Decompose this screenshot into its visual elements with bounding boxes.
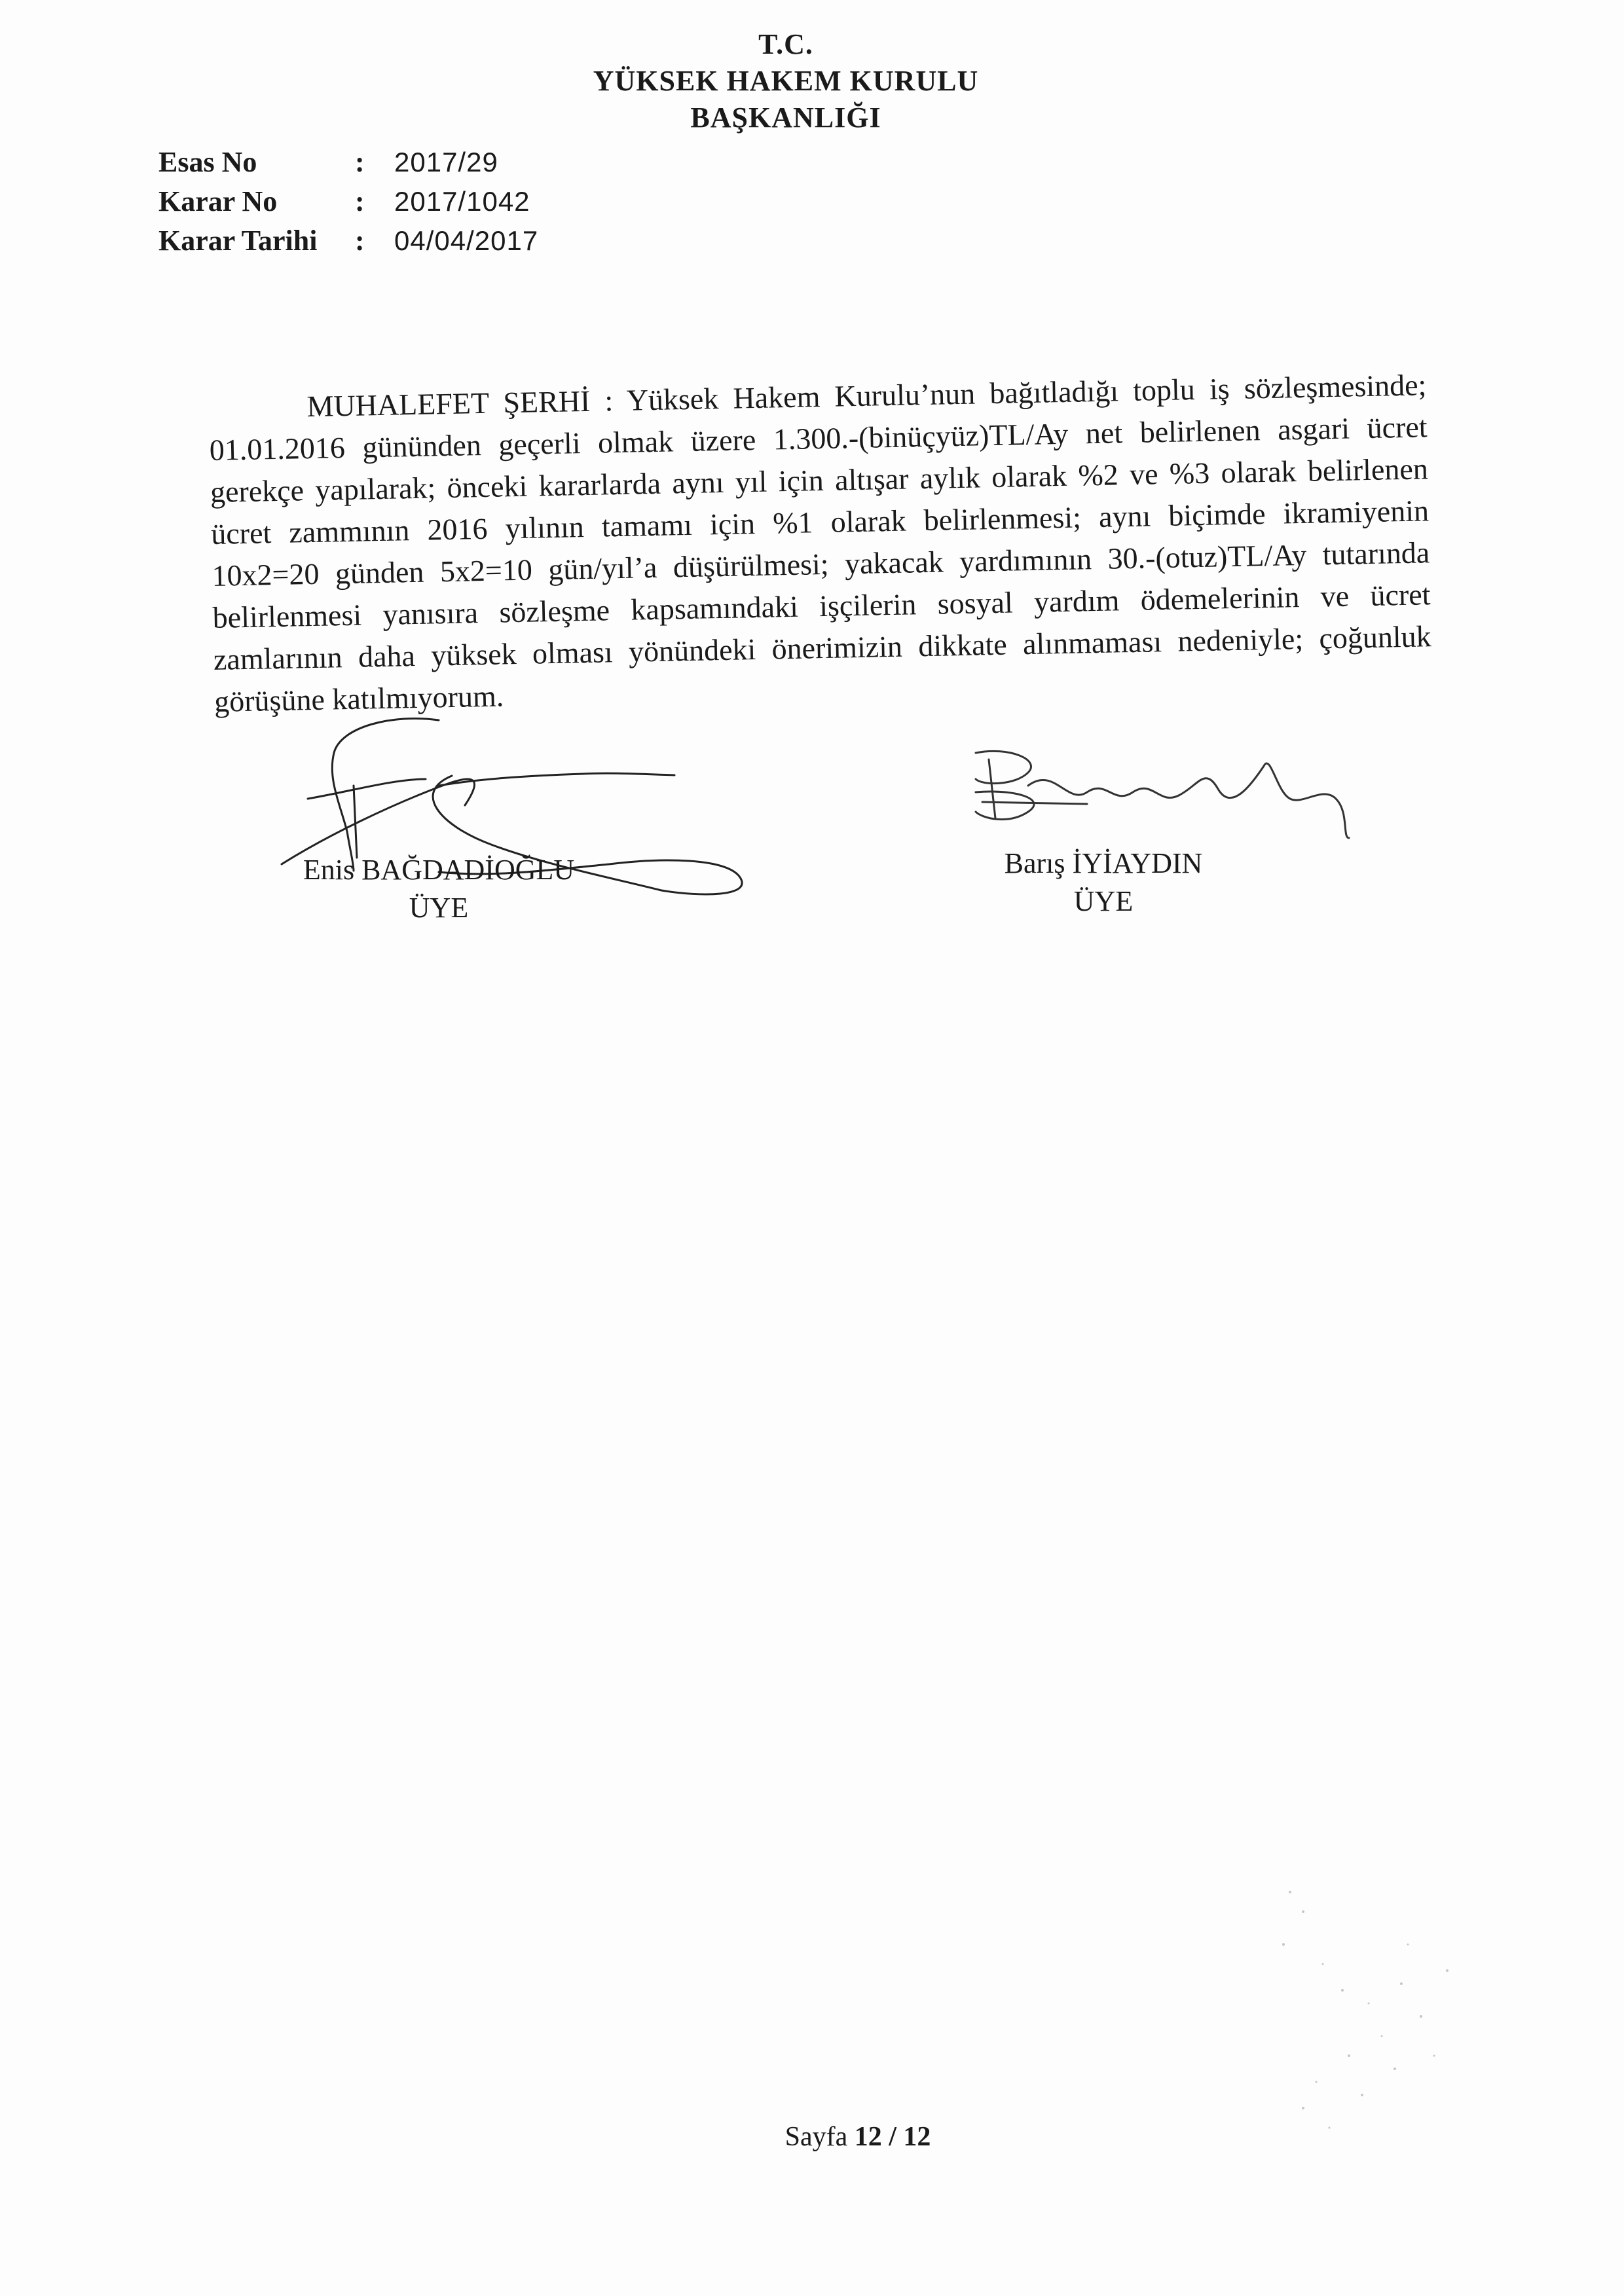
signer-name: Barış İYİAYDIN xyxy=(1004,847,1203,879)
page-number-footer xyxy=(753,2121,963,2153)
meta-row-esas xyxy=(158,143,538,182)
signature-block-left xyxy=(255,851,622,927)
signer-title: ÜYE xyxy=(1073,885,1134,917)
header-line-tc: T.C. xyxy=(758,28,813,60)
meta-value: 2017/29 xyxy=(394,147,498,177)
meta-label: Karar No xyxy=(158,185,278,217)
meta-separator: : xyxy=(355,146,365,178)
signature-block-right xyxy=(950,845,1257,920)
footer-separator: / xyxy=(889,2122,896,2152)
footer-total: 12 xyxy=(903,2122,931,2152)
meta-separator: : xyxy=(355,225,365,257)
document-header xyxy=(511,26,1061,136)
signature-right-graphic xyxy=(956,727,1375,845)
dissent-paragraph: MUHALEFET ŞERHİ : Yüksek Hakem Kurulu’nun bağıtladığı toplu iş sözleşmesinde; 01.01.2016 gününden geçerli olmak üzere 1.300.-(binüçyüz)TL/Ay net belirlenen asgari ücret gerekçe yapılarak; önceki kararlarda aynı yıl için altışar aylık olarak %2 ve %3 olarak belirlenen ücret zammının 2016 yılının tamamı için %1 olarak belirlenmesi; aynı biçimde ikramiyenin 10x2=20 günden 5x2=10 gün/yıl’a düşürülmesi; yakacak yardımının 30.-(otuz)TL/Ay tutarında belirlenmesi yanısıra sözleşme kapsamındaki işçilerin sosyal yardım ödemelerinin ve ücret zamlarının daha yüksek olması yönündeki önerimizin dikkate alınmaması nedeniyle; çoğunluk görüşüne katılmıyorum. xyxy=(209,368,1432,718)
footer-page: 12 xyxy=(854,2122,882,2152)
meta-separator: : xyxy=(355,185,365,217)
meta-row-tarih xyxy=(158,221,538,261)
header-line-office: BAŞKANLIĞI xyxy=(690,101,881,134)
footer-prefix: Sayfa xyxy=(784,2122,848,2152)
signer-title: ÜYE xyxy=(409,892,469,924)
meta-label: Esas No xyxy=(158,146,257,178)
header-line-institution: YÜKSEK HAKEM KURULU xyxy=(593,65,979,97)
dissent-body xyxy=(208,364,1432,723)
meta-value: 2017/1042 xyxy=(394,186,530,217)
meta-label: Karar Tarihi xyxy=(158,225,318,257)
meta-row-karar xyxy=(158,182,538,221)
case-meta-block xyxy=(158,143,538,261)
meta-value: 04/04/2017 xyxy=(394,225,539,256)
signer-name: Enis BAĞDADİOĞLU xyxy=(303,854,575,886)
faint-stamp-mark xyxy=(1264,1872,1526,2147)
